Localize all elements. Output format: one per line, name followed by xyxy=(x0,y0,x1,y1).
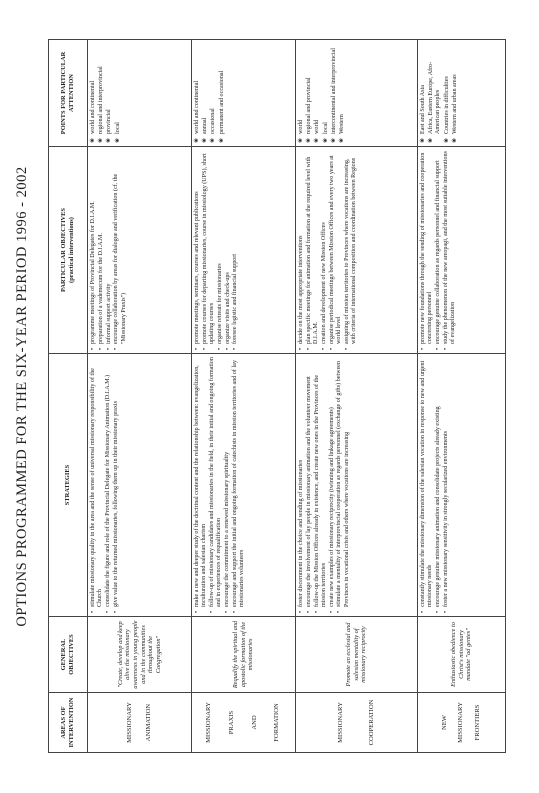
list-item xyxy=(210,43,217,143)
bullet-icon: • xyxy=(224,347,231,350)
list-item-text: foresee logistic and financial support xyxy=(232,253,239,344)
strategies-cell xyxy=(296,354,418,617)
list-item-text: assigning of mission territories to Provinces where vocations are increasing, with criteria of international composition and coordination between Regions xyxy=(343,157,357,344)
list-item xyxy=(298,150,305,350)
header-particular-line1: PARTICULAR OBJECTIVES xyxy=(60,208,68,292)
bullet-icon: • xyxy=(216,347,223,350)
points-cell xyxy=(88,40,192,147)
bullet-icon: • xyxy=(209,610,215,613)
strategies-list xyxy=(90,357,120,613)
list-item xyxy=(452,43,459,143)
list-item-text: foster a new missionary sensitivity in strongly secularized environments xyxy=(442,430,449,607)
bullet-icon: • xyxy=(313,610,320,613)
bullet-icon: • xyxy=(435,347,441,350)
bullet-icon: • xyxy=(90,610,96,613)
list-item-text: foster discernment in the choice and sending of missionaries xyxy=(298,459,304,607)
list-item-text: world xyxy=(314,119,321,134)
flower-bullet-icon: ❀ xyxy=(194,137,200,143)
flower-bullet-icon: ❀ xyxy=(210,137,217,143)
list-item-text: organise periodical meetings between Mission Offices and every two years at world level xyxy=(328,155,342,344)
list-item-text: permanent and occasional xyxy=(218,70,225,134)
area-label: FRONTIERS xyxy=(473,704,481,741)
general-objective-cell: Requalify the spiritual and apostolic formation of the missionaries xyxy=(192,617,296,693)
area-label: NEW xyxy=(440,715,448,731)
list-item-text: creation and development of new Mission Offices xyxy=(320,222,327,344)
list-item-text: Countries in difficulties xyxy=(443,76,450,134)
list-item-text: promote meetings, seminars, courses and relevant publications xyxy=(194,191,200,344)
list-item-text: informal support activity xyxy=(105,283,112,344)
flower-bullet-icon: ❀ xyxy=(314,137,321,143)
list-item xyxy=(225,150,232,350)
flower-bullet-icon: ❀ xyxy=(98,137,105,143)
list-item xyxy=(314,43,321,143)
header-particular-objectives xyxy=(49,147,88,354)
list-item-text: provincial xyxy=(106,109,113,134)
bullet-icon: • xyxy=(112,610,119,613)
list-item-text: regional and provincial xyxy=(306,77,313,134)
bullet-icon: • xyxy=(305,610,312,613)
list-item-text: encourage genuine collaboration as regards personnel and financial support xyxy=(435,160,441,344)
list-item-text: encourage collaboration by areas for dialogue and verification (cf. the "Missionary Praxis") xyxy=(113,173,127,344)
list-item-text: world and continental xyxy=(90,80,96,134)
points-list xyxy=(194,43,226,143)
bullet-icon: • xyxy=(232,347,239,350)
flower-bullet-icon: ❀ xyxy=(218,137,225,143)
header-general-objectives: GENERAL OBJECTIVES xyxy=(49,617,88,693)
list-item-text: occasional xyxy=(210,108,217,134)
header-areas: AREAS OF INTERVENTION xyxy=(49,693,88,753)
list-item xyxy=(219,43,226,143)
flower-bullet-icon: ❀ xyxy=(443,137,450,143)
bullet-icon: • xyxy=(336,610,343,613)
list-item-text: Africa, Eastern Europe, Afro-American peoples xyxy=(428,61,442,134)
list-item xyxy=(113,357,120,613)
list-item xyxy=(224,357,231,613)
list-item-text: promote courses for departing missionaries, course in missiology (UPS), short updating courses xyxy=(201,153,215,344)
list-item xyxy=(90,357,104,613)
bullet-icon: • xyxy=(328,347,335,350)
area-label: ANIMATION xyxy=(144,703,152,742)
list-item xyxy=(323,43,330,143)
strategies-cell xyxy=(192,354,296,617)
area-cell xyxy=(296,693,418,753)
area-cell xyxy=(192,693,296,753)
strategies-list xyxy=(194,357,246,613)
list-item xyxy=(194,357,208,613)
list-item xyxy=(443,150,457,350)
table-row xyxy=(418,40,506,753)
list-item-text: give value to the returned missionaries, following them up in their missionary praxis xyxy=(112,401,119,607)
strategies-cell xyxy=(418,354,506,617)
page-title: OPTIONS PROGRAMMED FOR THE SIX-YEAR PERIOD 1996 - 2002 xyxy=(14,166,30,627)
header-points: POINTS FOR PARTICULAR ATTENTION xyxy=(49,40,88,147)
list-item xyxy=(105,357,112,613)
area-label: FORMATION xyxy=(273,703,281,742)
list-item xyxy=(314,357,328,613)
list-item-text: Western and urban areas xyxy=(451,74,458,134)
area-label: MISSIONARY xyxy=(336,702,344,743)
list-item-text: create new examples of missionary reciprocity (twinning and linkage agreements) xyxy=(328,407,335,607)
list-item-text: intercontinental and interprovincial xyxy=(330,48,337,134)
particular-objectives-cell xyxy=(88,147,192,354)
list-item xyxy=(321,150,328,350)
flower-bullet-icon: ❀ xyxy=(298,137,304,143)
bullet-icon: • xyxy=(442,347,449,350)
bullet-icon: • xyxy=(231,610,238,613)
list-item-text: organise retreats for missionaries xyxy=(216,263,223,344)
list-item-text: consolidate the figure and role of the Provincial Delegate for Missionary Animation (D.I.A.M.) xyxy=(105,374,111,607)
points-cell xyxy=(296,40,418,147)
bullet-icon: • xyxy=(298,610,304,613)
area-label: MISSIONARY xyxy=(125,702,133,743)
list-item xyxy=(306,357,313,613)
list-item-text: stimulate a mentality of interprovincial cooperation as regards personnel (exchange of gifts) between Provinces in vocational crisis and others where vocations are increasing xyxy=(336,360,350,607)
points-list xyxy=(420,43,459,143)
list-item-text: local xyxy=(322,122,329,134)
points-cell xyxy=(192,40,296,147)
list-item xyxy=(202,150,216,350)
area-label: MISSIONARY xyxy=(205,702,213,743)
flower-bullet-icon: ❀ xyxy=(202,137,209,143)
list-item xyxy=(420,150,434,350)
list-item xyxy=(339,43,346,143)
list-item xyxy=(217,150,224,350)
particular-objectives-list xyxy=(420,150,457,350)
general-objective-cell: "Create, develop and keep alive the missionary awareness in young people and in the communities throughout the Congregation" xyxy=(88,617,192,693)
list-item xyxy=(329,357,336,613)
list-item-text: promote new foundations through the sending of missionaries and cooperation concerning personnel xyxy=(420,152,434,344)
list-item xyxy=(232,150,239,350)
list-item-text: encourage and support the initial and ongoing formation of catechists in mission territories and of lay missionaries volunteers xyxy=(231,360,245,607)
bullet-icon: • xyxy=(105,610,111,613)
table-row xyxy=(88,40,192,753)
list-item-text: plan specific meetings for animation and formation at the required level with D.I.A.M. xyxy=(305,156,319,344)
bullet-icon: • xyxy=(113,347,120,350)
list-item xyxy=(209,357,223,613)
flower-bullet-icon: ❀ xyxy=(114,137,121,143)
particular-objectives-cell xyxy=(192,147,296,354)
list-item-text: local xyxy=(114,122,121,134)
list-item-text: East and South Asia xyxy=(420,85,426,134)
list-item xyxy=(115,43,122,143)
list-item-text: make a new and deeper study of the doctrinal content and the relationship between: evangelization, inculturation and salesian charism xyxy=(194,365,208,607)
list-item-text: follow-up the Mission Offices already in existence, and create new ones in the Provinces of the mission territories xyxy=(313,374,327,607)
area-label: AND xyxy=(250,715,258,730)
bullet-icon: • xyxy=(442,610,449,613)
general-objective-cell: Promote an ecclesial and salesian mentality of missionary reciprocity xyxy=(296,617,418,693)
bullet-icon: • xyxy=(201,347,208,350)
list-item xyxy=(444,43,451,143)
list-item xyxy=(90,43,97,143)
flower-bullet-icon: ❀ xyxy=(322,137,329,143)
list-item-text: study the phenomenon of the new areopagi, and the most suitable interventions of evangelization xyxy=(442,151,456,344)
list-item-text: world and continental xyxy=(194,80,200,134)
area-label: PRAXIS xyxy=(227,710,235,735)
list-item xyxy=(428,43,442,143)
list-item-text: programme meetings of Provincial Delegates for D.I.A.M. xyxy=(90,201,96,344)
general-objective-cell: Enthusiastic obedience to Christ's missionary mandate "ad gentes" xyxy=(418,617,506,693)
list-item xyxy=(435,150,442,350)
list-item xyxy=(106,43,113,143)
flower-bullet-icon: ❀ xyxy=(428,137,435,143)
bullet-icon: • xyxy=(328,610,335,613)
list-item-text: annual xyxy=(202,117,209,134)
flower-bullet-icon: ❀ xyxy=(339,137,346,143)
strategies-list xyxy=(420,357,450,613)
area-cell xyxy=(88,693,192,753)
list-item xyxy=(298,43,305,143)
area-label: MISSIONARY xyxy=(457,702,465,743)
list-item-text: regional and interprovincial xyxy=(98,66,105,134)
list-item-text: preparation of a vademecum for the D.I.A.M. xyxy=(97,233,104,344)
options-table xyxy=(48,39,506,753)
list-item xyxy=(298,357,305,613)
list-item xyxy=(306,43,313,143)
list-item xyxy=(336,357,350,613)
flower-bullet-icon: ❀ xyxy=(306,137,313,143)
list-item-text: encourage the commitment to a renewed missionary spirituality xyxy=(224,451,230,607)
list-item xyxy=(232,357,246,613)
header-row xyxy=(49,40,88,753)
table-row xyxy=(296,40,418,753)
list-item-text: organize visits and check-ups xyxy=(224,272,231,344)
list-item-text: world xyxy=(298,119,304,134)
table-row xyxy=(192,40,296,753)
list-item-text: Western xyxy=(339,114,346,134)
list-item xyxy=(113,150,127,350)
bullet-icon: • xyxy=(343,347,350,350)
list-item xyxy=(194,43,201,143)
bullet-icon: • xyxy=(90,347,96,350)
list-item xyxy=(435,357,442,613)
header-strategies: STRATEGIES xyxy=(49,354,88,617)
bullet-icon: • xyxy=(305,347,312,350)
area-label: COOPERATION xyxy=(367,699,375,746)
list-item xyxy=(98,43,105,143)
list-item xyxy=(90,150,97,350)
bullet-icon: • xyxy=(97,347,104,350)
points-list xyxy=(90,43,122,143)
bullet-icon: • xyxy=(320,347,327,350)
bullet-icon: • xyxy=(435,610,441,613)
particular-objectives-cell xyxy=(296,147,418,354)
flower-bullet-icon: ❀ xyxy=(420,137,426,143)
list-item-text: decide on the most appropriate interventions xyxy=(298,235,304,344)
list-item-text: encourage genuine missionary animation and consolidate projects already existing xyxy=(435,406,441,607)
header-particular-line2: (practical interventions) xyxy=(68,217,75,283)
flower-bullet-icon: ❀ xyxy=(451,137,458,143)
particular-objectives-list xyxy=(298,150,358,350)
flower-bullet-icon: ❀ xyxy=(330,137,337,143)
particular-objectives-list xyxy=(194,150,240,350)
list-item xyxy=(329,150,343,350)
list-item xyxy=(202,43,209,143)
strategies-cell xyxy=(88,354,192,617)
points-list xyxy=(298,43,346,143)
list-item xyxy=(420,357,434,613)
list-item xyxy=(98,150,105,350)
list-item xyxy=(306,150,320,350)
bullet-icon: • xyxy=(194,347,200,350)
strategies-list xyxy=(298,357,351,613)
particular-objectives-list xyxy=(90,150,128,350)
list-item xyxy=(106,150,113,350)
particular-objectives-cell xyxy=(418,147,506,354)
list-item-text: constantly stimulate the missionary dimension of the salesian vocation in response to new and urgent missionary needs xyxy=(420,360,434,607)
bullet-icon: • xyxy=(420,610,426,613)
list-item-text: stimulate missionary quality in the area and the sense of universal missionary responsibility of the Church xyxy=(90,368,104,607)
list-item xyxy=(420,43,427,143)
list-item xyxy=(331,43,338,143)
list-item-text: follow-up of missionary candidates and missionaries in the field, in their initial and ongoing formation and in experiences of requalification xyxy=(209,357,223,607)
bullet-icon: • xyxy=(420,347,426,350)
bullet-icon: • xyxy=(298,347,304,350)
bullet-icon: • xyxy=(224,610,230,613)
area-cell xyxy=(418,693,506,753)
flower-bullet-icon: ❀ xyxy=(106,137,113,143)
list-item-text: encourage the involvement of lay people in missionary animation and the volunteer movement xyxy=(305,376,312,607)
bullet-icon: • xyxy=(194,610,200,613)
list-item xyxy=(344,150,358,350)
flower-bullet-icon: ❀ xyxy=(90,137,96,143)
bullet-icon: • xyxy=(105,347,112,350)
list-item xyxy=(443,357,450,613)
points-cell xyxy=(418,40,506,147)
list-item xyxy=(194,150,201,350)
